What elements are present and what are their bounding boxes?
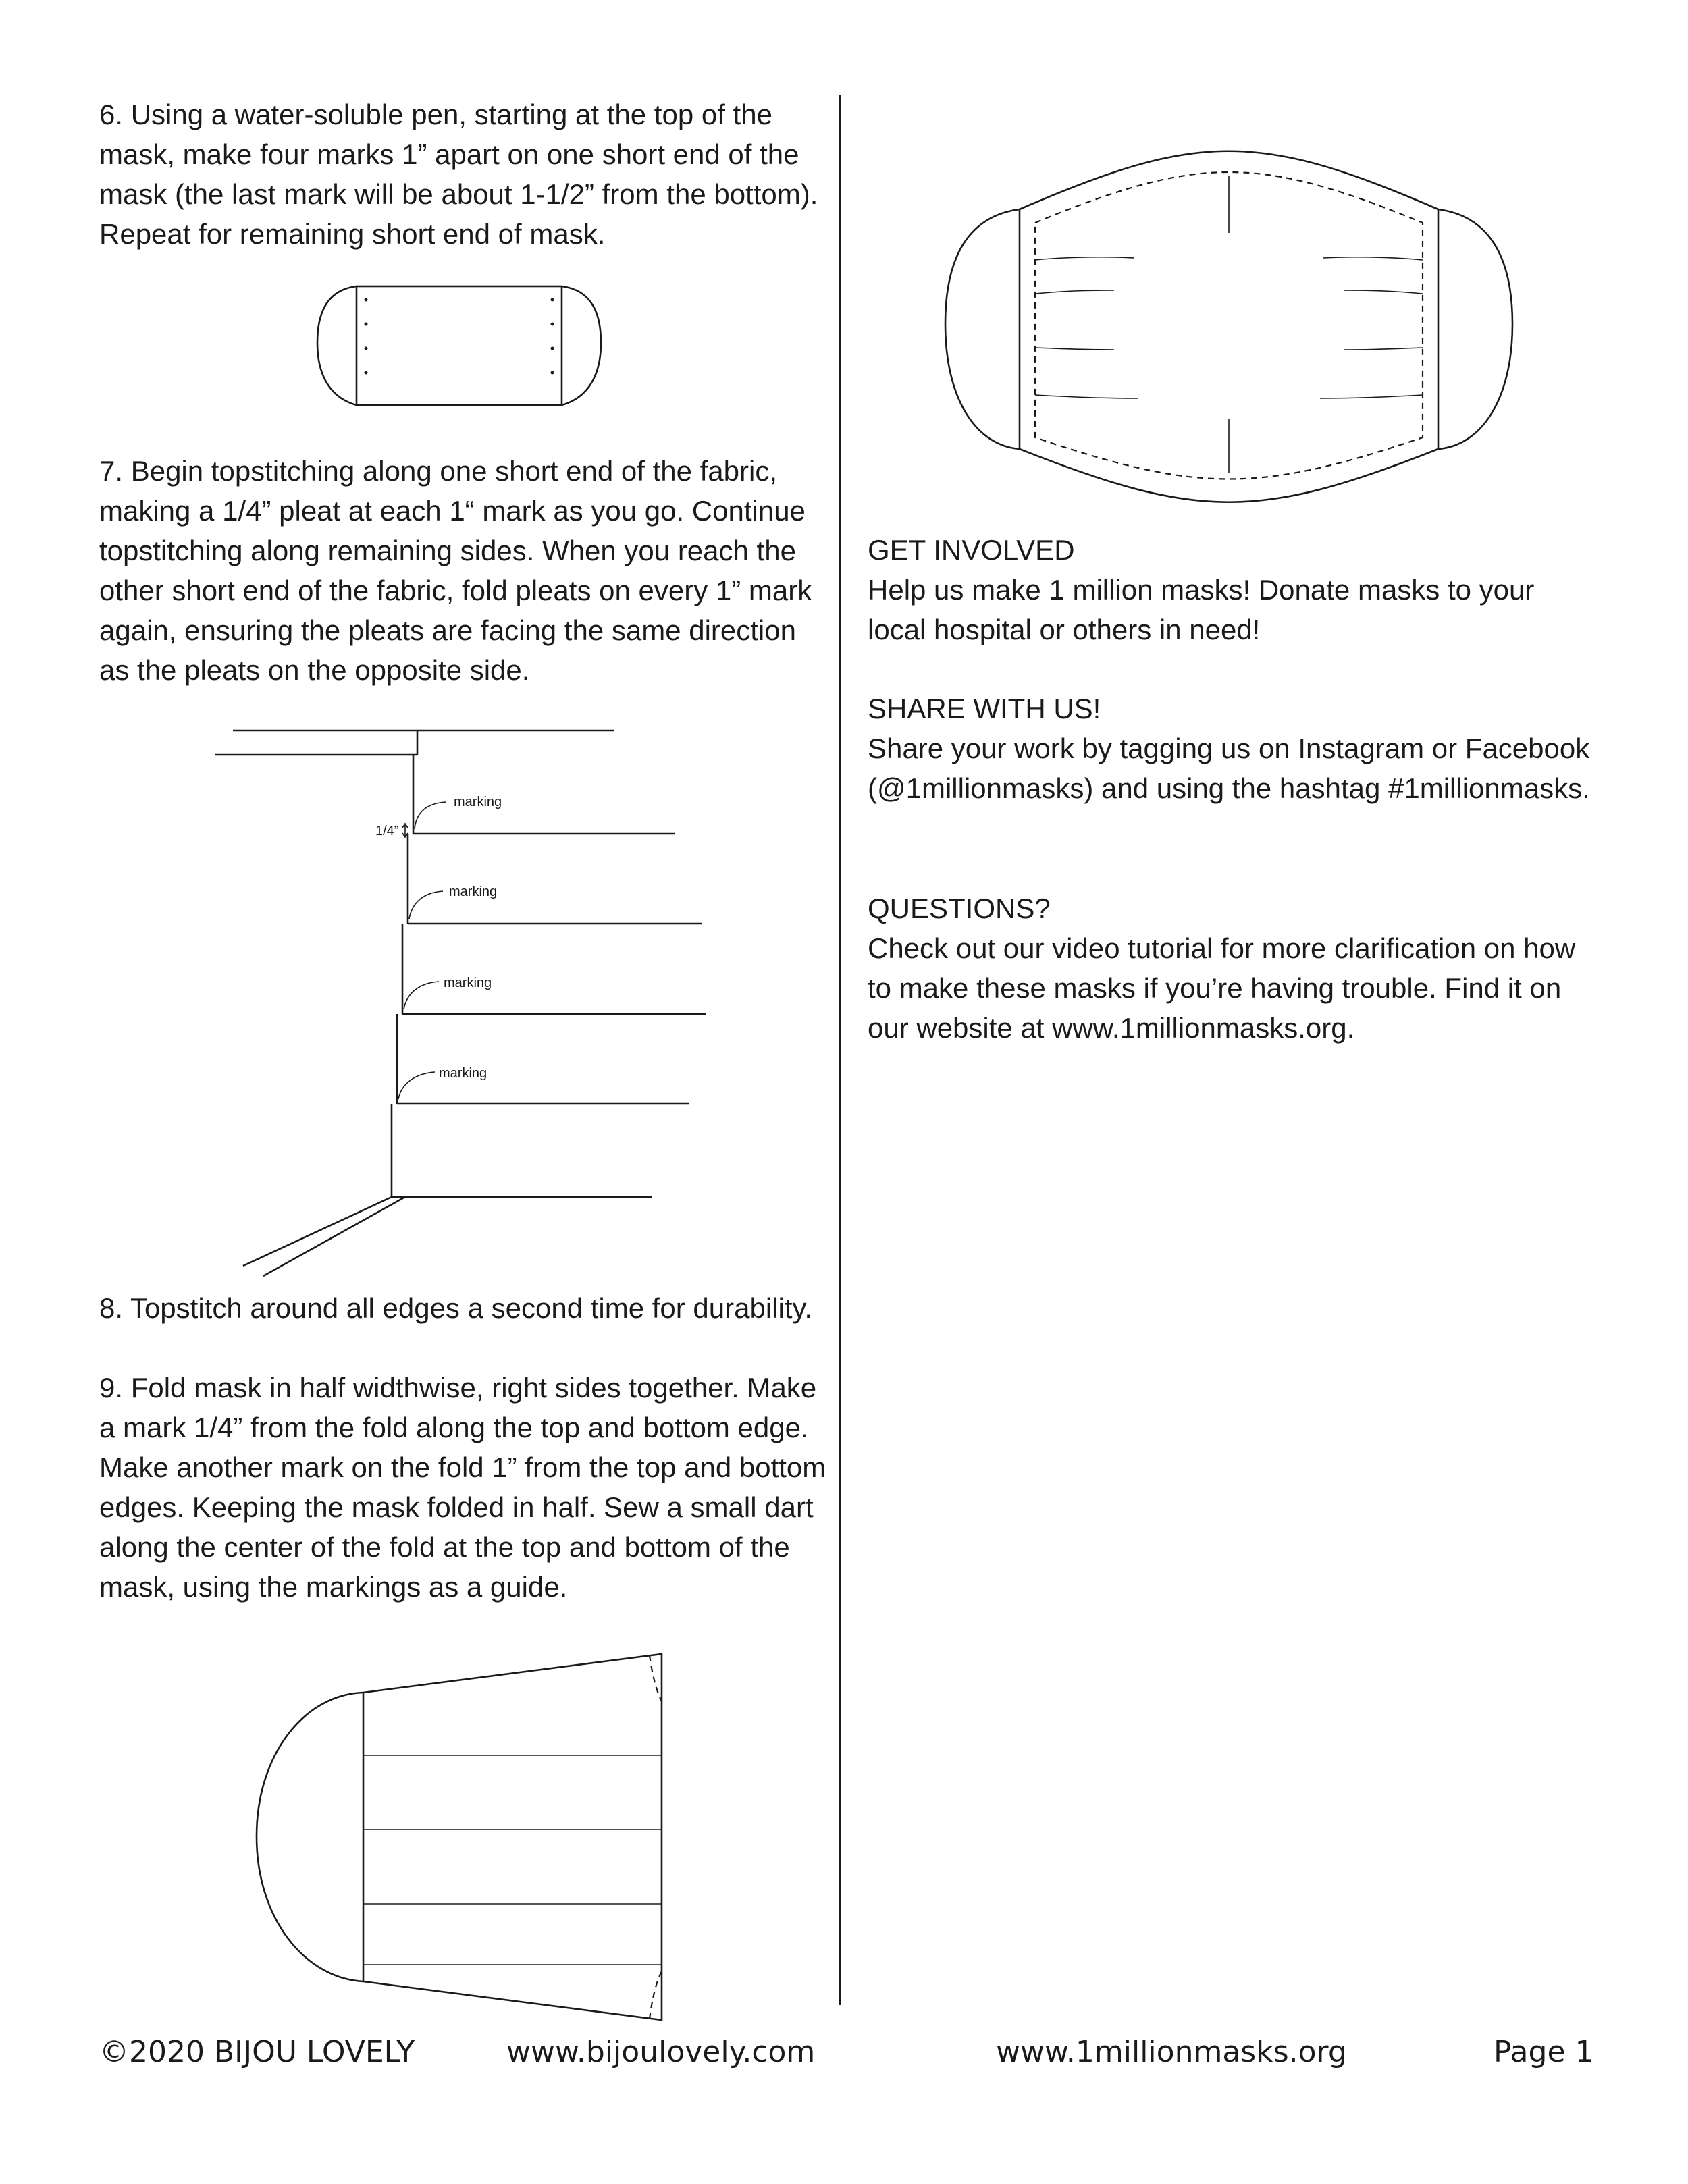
step-8-text: 8. Topstitch around all edges a second time for durability.: [99, 1292, 813, 1324]
step-6-text: 6. Using a water-soluble pen, starting at the top of the mask, make four marks 1” apart on one short end of the mask (the last mark will be about 1-1/2” from the bottom). Repeat for remaining short end of mask.: [99, 99, 818, 250]
footer-site-masks[interactable]: www.1millionmasks.org: [996, 2035, 1347, 2069]
get-involved-section: [868, 530, 1597, 649]
footer-copyright: ©2020 BIJOU LOVELY: [99, 2035, 415, 2069]
pleat-label-3: marking: [444, 976, 492, 990]
questions-heading: QUESTIONS?: [868, 893, 1051, 924]
pleat-diagram: [203, 722, 716, 1283]
footer-site-bijou[interactable]: www.bijoulovely.com: [506, 2035, 816, 2069]
get-involved-heading: GET INVOLVED: [868, 534, 1075, 566]
step-9-text: 9. Fold mask in half widthwise, right sides together. Make a mark 1/4” from the fold along the top and bottom edge. Make another mark on the fold 1” from the top and bottom edges. Keeping the mask folded in half. Sew a small dart along the center of the fold at the top and bottom of the mask, using the markings as a guide.: [99, 1372, 826, 1603]
share-body: Share your work by tagging us on Instagram or Facebook (@1millionmasks) and using the hashtag #1millionmasks.: [868, 733, 1590, 804]
finished-mask-diagram: [935, 142, 1516, 506]
mask-marks-diagram: [311, 277, 608, 412]
share-heading: SHARE WITH US!: [868, 693, 1101, 724]
pleat-label-2: marking: [449, 884, 498, 899]
column-divider: [839, 95, 841, 2005]
questions-section: [868, 888, 1597, 1048]
pleat-label-4: marking: [439, 1066, 487, 1081]
step-7-text: 7. Begin topstitching along one short end of the fabric, making a 1/4” pleat at each 1“ mark as you go. Continue topstitching along remaining sides. When you reach the other short end of the fabric, fold pleats on every 1” mark again, ensuring the pleats are facing the same direction as the pleats on the opposite side.: [99, 455, 812, 686]
share-section: [868, 689, 1597, 808]
questions-body: Check out our video tutorial for more clarification on how to make these masks if you’re having trouble. Find it on our website at www.1millionmasks.org.: [868, 932, 1576, 1044]
page-number: Page 1: [1494, 2035, 1594, 2069]
get-involved-body: Help us make 1 million masks! Donate masks to your local hospital or others in need!: [868, 574, 1535, 645]
pleat-size-label: 1/4”: [375, 824, 399, 838]
pleat-label-1: marking: [454, 795, 502, 809]
folded-mask-diagram: [243, 1641, 675, 2032]
